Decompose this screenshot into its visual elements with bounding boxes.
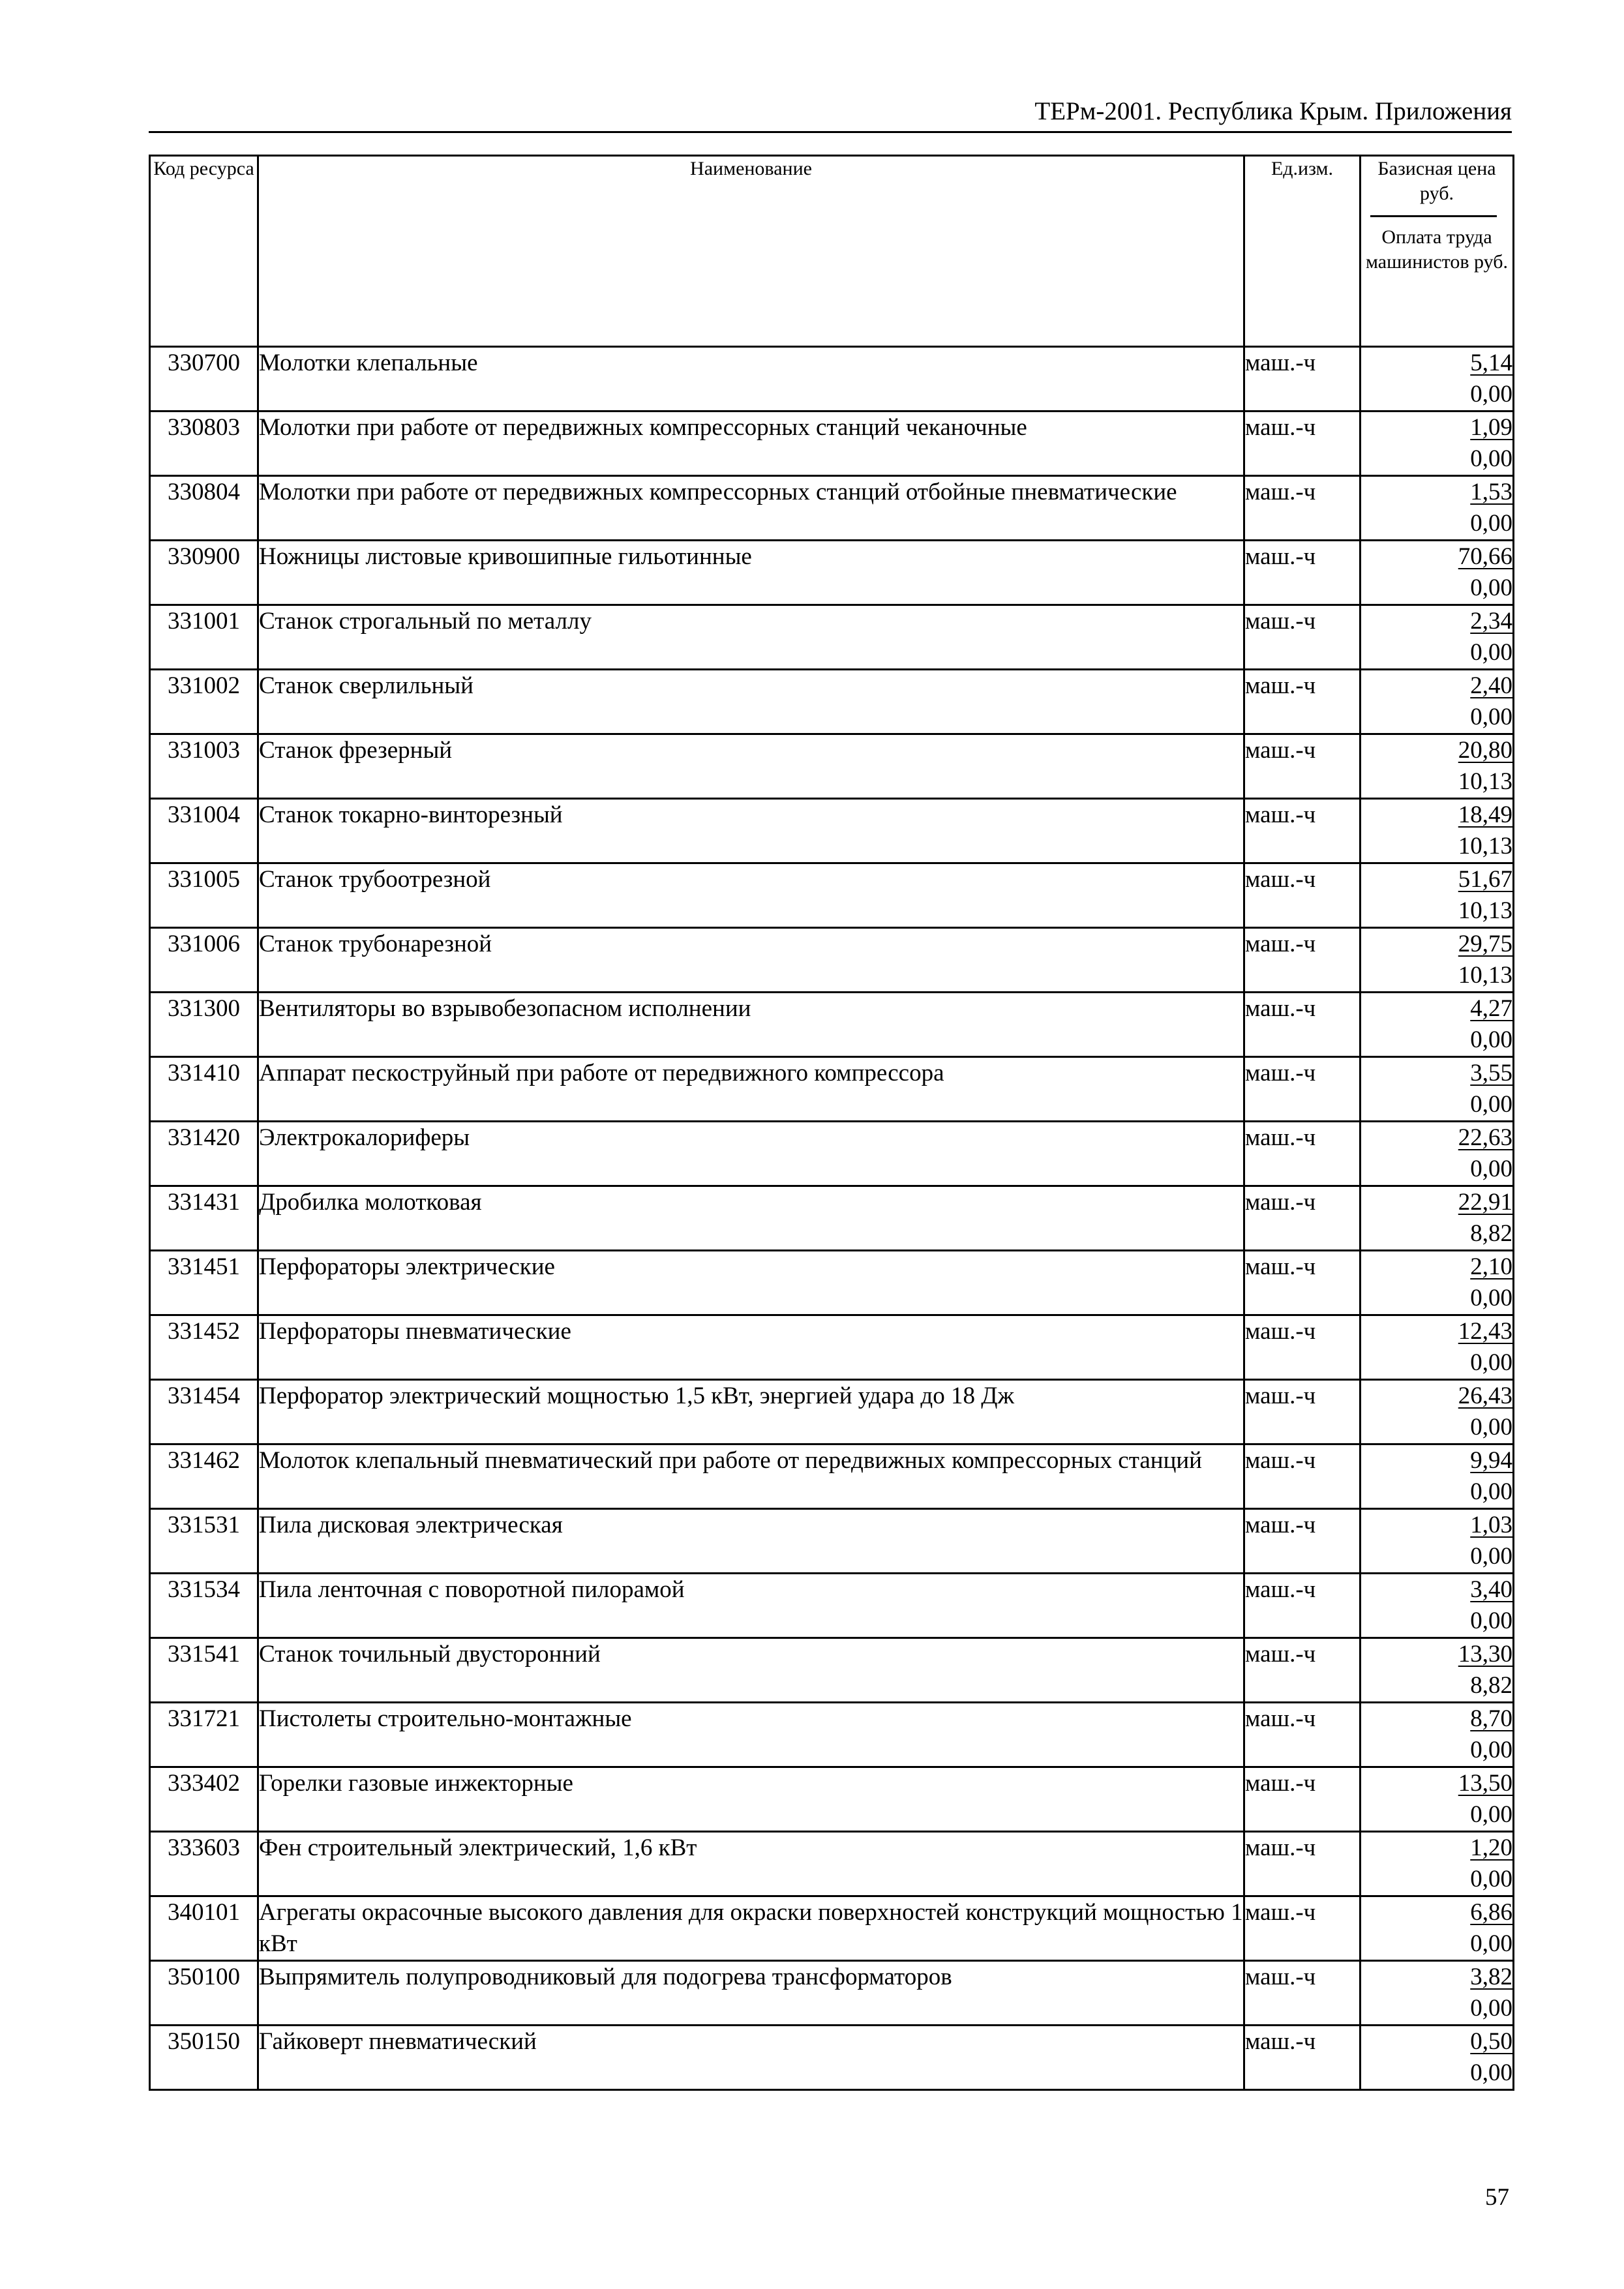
base-price: 13,50 [1458,1770,1512,1797]
unit-cell: маш.-ч [1244,1961,1361,2026]
resource-name-cell: Станок сверлильный [258,670,1244,734]
price-cell [1361,1186,1514,1251]
base-price: 51,67 [1458,866,1512,893]
table-row [150,863,1514,928]
unit-cell: маш.-ч [1244,605,1361,670]
price-cell [1361,670,1514,734]
resource-code-cell: 330804 [150,476,258,541]
price-cell [1361,1767,1514,1832]
operator-wage: 10,13 [1458,897,1512,924]
base-price: 18,49 [1458,801,1512,828]
table-row [150,1638,1514,1703]
operator-wage: 0,00 [1470,1349,1512,1376]
base-price: 29,75 [1458,931,1512,957]
unit-cell: маш.-ч [1244,928,1361,993]
base-price: 12,43 [1458,1318,1512,1345]
price-cell [1361,2026,1514,2090]
table-row [150,1832,1514,1896]
resource-name-cell: Молотки клепальные [258,347,1244,411]
operator-wage: 0,00 [1470,1801,1512,1828]
resource-name-cell: Перфоратор электрический мощностью 1,5 кВт, энергией удара до 18 Дж [258,1380,1244,1444]
base-price: 5,14 [1470,350,1512,376]
table-row [150,1122,1514,1186]
base-price: 3,82 [1470,1964,1512,1990]
operator-wage: 0,00 [1470,1091,1512,1118]
unit-cell: маш.-ч [1244,1703,1361,1767]
resource-code-cell: 330700 [150,347,258,411]
resource-code-cell: 331006 [150,928,258,993]
resource-name-cell: Станок точильный двусторонний [258,1638,1244,1703]
resource-code-cell: 340101 [150,1896,258,1961]
base-price: 6,86 [1470,1899,1512,1926]
resource-name-cell: Горелки газовые инжекторные [258,1767,1244,1832]
unit-cell: маш.-ч [1244,1380,1361,1444]
table-row [150,1574,1514,1638]
resource-name-cell: Перфораторы электрические [258,1251,1244,1315]
resource-name-cell: Выпрямитель полупроводниковый для подогрева трансформаторов [258,1961,1244,2026]
resource-name-cell: Молоток клепальный пневматический при работе от передвижных компрессорных станций [258,1444,1244,1509]
resource-code-cell: 331004 [150,799,258,863]
operator-wage: 0,00 [1470,1737,1512,1763]
resource-code-cell: 350150 [150,2026,258,2090]
operator-wage: 0,00 [1470,1156,1512,1182]
base-price: 2,34 [1470,608,1512,635]
price-cell [1361,1961,1514,2026]
price-cell [1361,1703,1514,1767]
unit-cell: маш.-ч [1244,1574,1361,1638]
resource-name-cell: Гайковерт пневматический [258,2026,1244,2090]
table-header-row [150,156,1514,347]
table-row [150,799,1514,863]
base-price: 70,66 [1458,543,1512,570]
table-row [150,928,1514,993]
resource-name-cell: Станок трубоотрезной [258,863,1244,928]
resource-name-cell: Пила дисковая электрическая [258,1509,1244,1574]
resource-code-cell: 331005 [150,863,258,928]
table-row [150,1380,1514,1444]
resource-code-cell: 331001 [150,605,258,670]
price-cell [1361,1509,1514,1574]
table-row [150,1703,1514,1767]
base-price: 9,94 [1470,1447,1512,1474]
operator-wage: 0,00 [1470,1414,1512,1441]
table-row [150,1896,1514,1961]
base-price: 1,09 [1470,414,1512,441]
price-cell [1361,1444,1514,1509]
unit-cell: маш.-ч [1244,1767,1361,1832]
unit-cell: маш.-ч [1244,1832,1361,1896]
resource-code-cell: 331531 [150,1509,258,1574]
resource-code-cell: 333603 [150,1832,258,1896]
header-rule [149,131,1512,133]
resource-name-cell: Пистолеты строительно-монтажные [258,1703,1244,1767]
table-row [150,1251,1514,1315]
column-header-code: Код ресурса [150,156,258,347]
resource-name-cell: Перфораторы пневматические [258,1315,1244,1380]
base-price: 22,63 [1458,1124,1512,1151]
table-row [150,347,1514,411]
resource-code-cell: 331451 [150,1251,258,1315]
operator-wage: 0,00 [1470,381,1512,408]
table-row [150,1315,1514,1380]
price-cell [1361,347,1514,411]
operator-wage: 0,00 [1470,1285,1512,1311]
operator-wage: 0,00 [1470,2059,1512,2086]
unit-cell: маш.-ч [1244,1057,1361,1122]
operator-wage: 0,00 [1470,575,1512,601]
operator-wage: 0,00 [1470,1866,1512,1893]
operator-wage: 10,13 [1458,768,1512,795]
unit-cell: маш.-ч [1244,476,1361,541]
unit-cell: маш.-ч [1244,2026,1361,2090]
resource-name-cell: Дробилка молотковая [258,1186,1244,1251]
resource-code-cell: 331454 [150,1380,258,1444]
resource-name-cell: Станок фрезерный [258,734,1244,799]
resource-code-cell: 331300 [150,993,258,1057]
price-cell [1361,1896,1514,1961]
price-cell [1361,1057,1514,1122]
operator-wage: 0,00 [1470,1995,1512,2022]
base-price: 2,40 [1470,672,1512,699]
resource-code-cell: 331462 [150,1444,258,1509]
unit-cell: маш.-ч [1244,993,1361,1057]
table-row [150,734,1514,799]
unit-cell: маш.-ч [1244,1186,1361,1251]
column-header-unit: Ед.изм. [1244,156,1361,347]
table-row [150,670,1514,734]
price-cell [1361,1638,1514,1703]
unit-cell: маш.-ч [1244,541,1361,605]
resource-name-cell: Станок строгальный по металлу [258,605,1244,670]
resource-code-cell: 331541 [150,1638,258,1703]
unit-cell: маш.-ч [1244,1509,1361,1574]
unit-cell: маш.-ч [1244,1638,1361,1703]
unit-cell: маш.-ч [1244,411,1361,476]
operator-wage: 0,00 [1470,1026,1512,1053]
resource-code-cell: 330803 [150,411,258,476]
base-price: 1,20 [1470,1834,1512,1861]
price-cell [1361,1832,1514,1896]
resource-name-cell: Ножницы листовые кривошипные гильотинные [258,541,1244,605]
base-price: 26,43 [1458,1383,1512,1409]
resource-code-cell: 333402 [150,1767,258,1832]
resource-name-cell: Аппарат пескоструйный при работе от передвижного компрессора [258,1057,1244,1122]
resource-code-cell: 331420 [150,1122,258,1186]
table-row [150,1444,1514,1509]
price-cell [1361,541,1514,605]
resource-name-cell: Станок токарно-винторезный [258,799,1244,863]
unit-cell: маш.-ч [1244,1315,1361,1380]
base-price: 2,10 [1470,1253,1512,1280]
table-row [150,411,1514,476]
page-number: 57 [1485,2184,1509,2211]
resource-code-cell: 331410 [150,1057,258,1122]
table-row [150,1186,1514,1251]
resource-code-cell: 331002 [150,670,258,734]
price-cell [1361,734,1514,799]
resource-name-cell: Фен строительный электрический, 1,6 кВт [258,1832,1244,1896]
base-price: 8,70 [1470,1705,1512,1732]
price-cell [1361,928,1514,993]
table-row [150,2026,1514,2090]
operator-wage: 10,13 [1458,833,1512,860]
base-price: 4,27 [1470,995,1512,1022]
base-price: 3,55 [1470,1060,1512,1086]
resource-name-cell: Станок трубонарезной [258,928,1244,993]
resource-code-cell: 331534 [150,1574,258,1638]
resource-name-cell: Вентиляторы во взрывобезопасном исполнении [258,993,1244,1057]
resource-code-cell: 330900 [150,541,258,605]
base-price: 3,40 [1470,1576,1512,1603]
base-price: 1,03 [1470,1512,1512,1538]
resource-table [149,155,1514,2091]
price-cell [1361,476,1514,541]
base-price: 22,91 [1458,1189,1512,1216]
operator-wage: 0,00 [1470,1478,1512,1505]
price-header-base: Базисная цена руб. [1377,158,1496,204]
resource-code-cell: 331452 [150,1315,258,1380]
price-cell [1361,1122,1514,1186]
resource-code-cell: 331003 [150,734,258,799]
operator-wage: 0,00 [1470,510,1512,537]
table-row [150,1057,1514,1122]
unit-cell: маш.-ч [1244,1896,1361,1961]
price-cell [1361,411,1514,476]
operator-wage: 0,00 [1470,1608,1512,1634]
column-header-name: Наименование [258,156,1244,347]
resource-name-cell: Электрокалориферы [258,1122,1244,1186]
unit-cell: маш.-ч [1244,799,1361,863]
unit-cell: маш.-ч [1244,734,1361,799]
price-cell [1361,993,1514,1057]
price-cell [1361,1315,1514,1380]
resource-code-cell: 331431 [150,1186,258,1251]
price-cell [1361,1251,1514,1315]
unit-cell: маш.-ч [1244,1444,1361,1509]
operator-wage: 0,00 [1470,704,1512,730]
resource-code-cell: 350100 [150,1961,258,2026]
table-row [150,476,1514,541]
operator-wage: 0,00 [1470,1930,1512,1957]
unit-cell: маш.-ч [1244,1122,1361,1186]
price-cell [1361,863,1514,928]
resource-name-cell: Пила ленточная с поворотной пилорамой [258,1574,1244,1638]
base-price: 1,53 [1470,479,1512,505]
base-price: 13,30 [1458,1641,1512,1668]
table-row [150,993,1514,1057]
operator-wage: 0,00 [1470,639,1512,666]
price-cell [1361,1574,1514,1638]
resource-name-cell: Агрегаты окрасочные высокого давления для окраски поверхностей конструкций мощностью 1 кВт [258,1896,1244,1961]
base-price: 20,80 [1458,737,1512,764]
price-header-wage: Оплата труда машинистов руб. [1365,226,1509,273]
operator-wage: 0,00 [1470,445,1512,472]
table-row [150,605,1514,670]
table-body [150,347,1514,2090]
price-cell [1361,1380,1514,1444]
operator-wage: 10,13 [1458,962,1512,989]
price-cell [1361,799,1514,863]
table-row [150,1767,1514,1832]
resource-name-cell: Молотки при работе от передвижных компрессорных станций отбойные пневматические [258,476,1244,541]
page-header-title: ТЕРм-2001. Республика Крым. Приложения [1034,97,1512,125]
unit-cell: маш.-ч [1244,670,1361,734]
column-header-price [1361,156,1514,347]
operator-wage: 0,00 [1470,1543,1512,1570]
operator-wage: 8,82 [1470,1220,1512,1247]
unit-cell: маш.-ч [1244,347,1361,411]
base-price: 0,50 [1470,2028,1512,2055]
unit-cell: маш.-ч [1244,1251,1361,1315]
resource-code-cell: 331721 [150,1703,258,1767]
table-row [150,541,1514,605]
table-row [150,1509,1514,1574]
price-cell [1361,605,1514,670]
operator-wage: 8,82 [1470,1672,1512,1699]
table-row [150,1961,1514,2026]
unit-cell: маш.-ч [1244,863,1361,928]
resource-name-cell: Молотки при работе от передвижных компрессорных станций чеканочные [258,411,1244,476]
